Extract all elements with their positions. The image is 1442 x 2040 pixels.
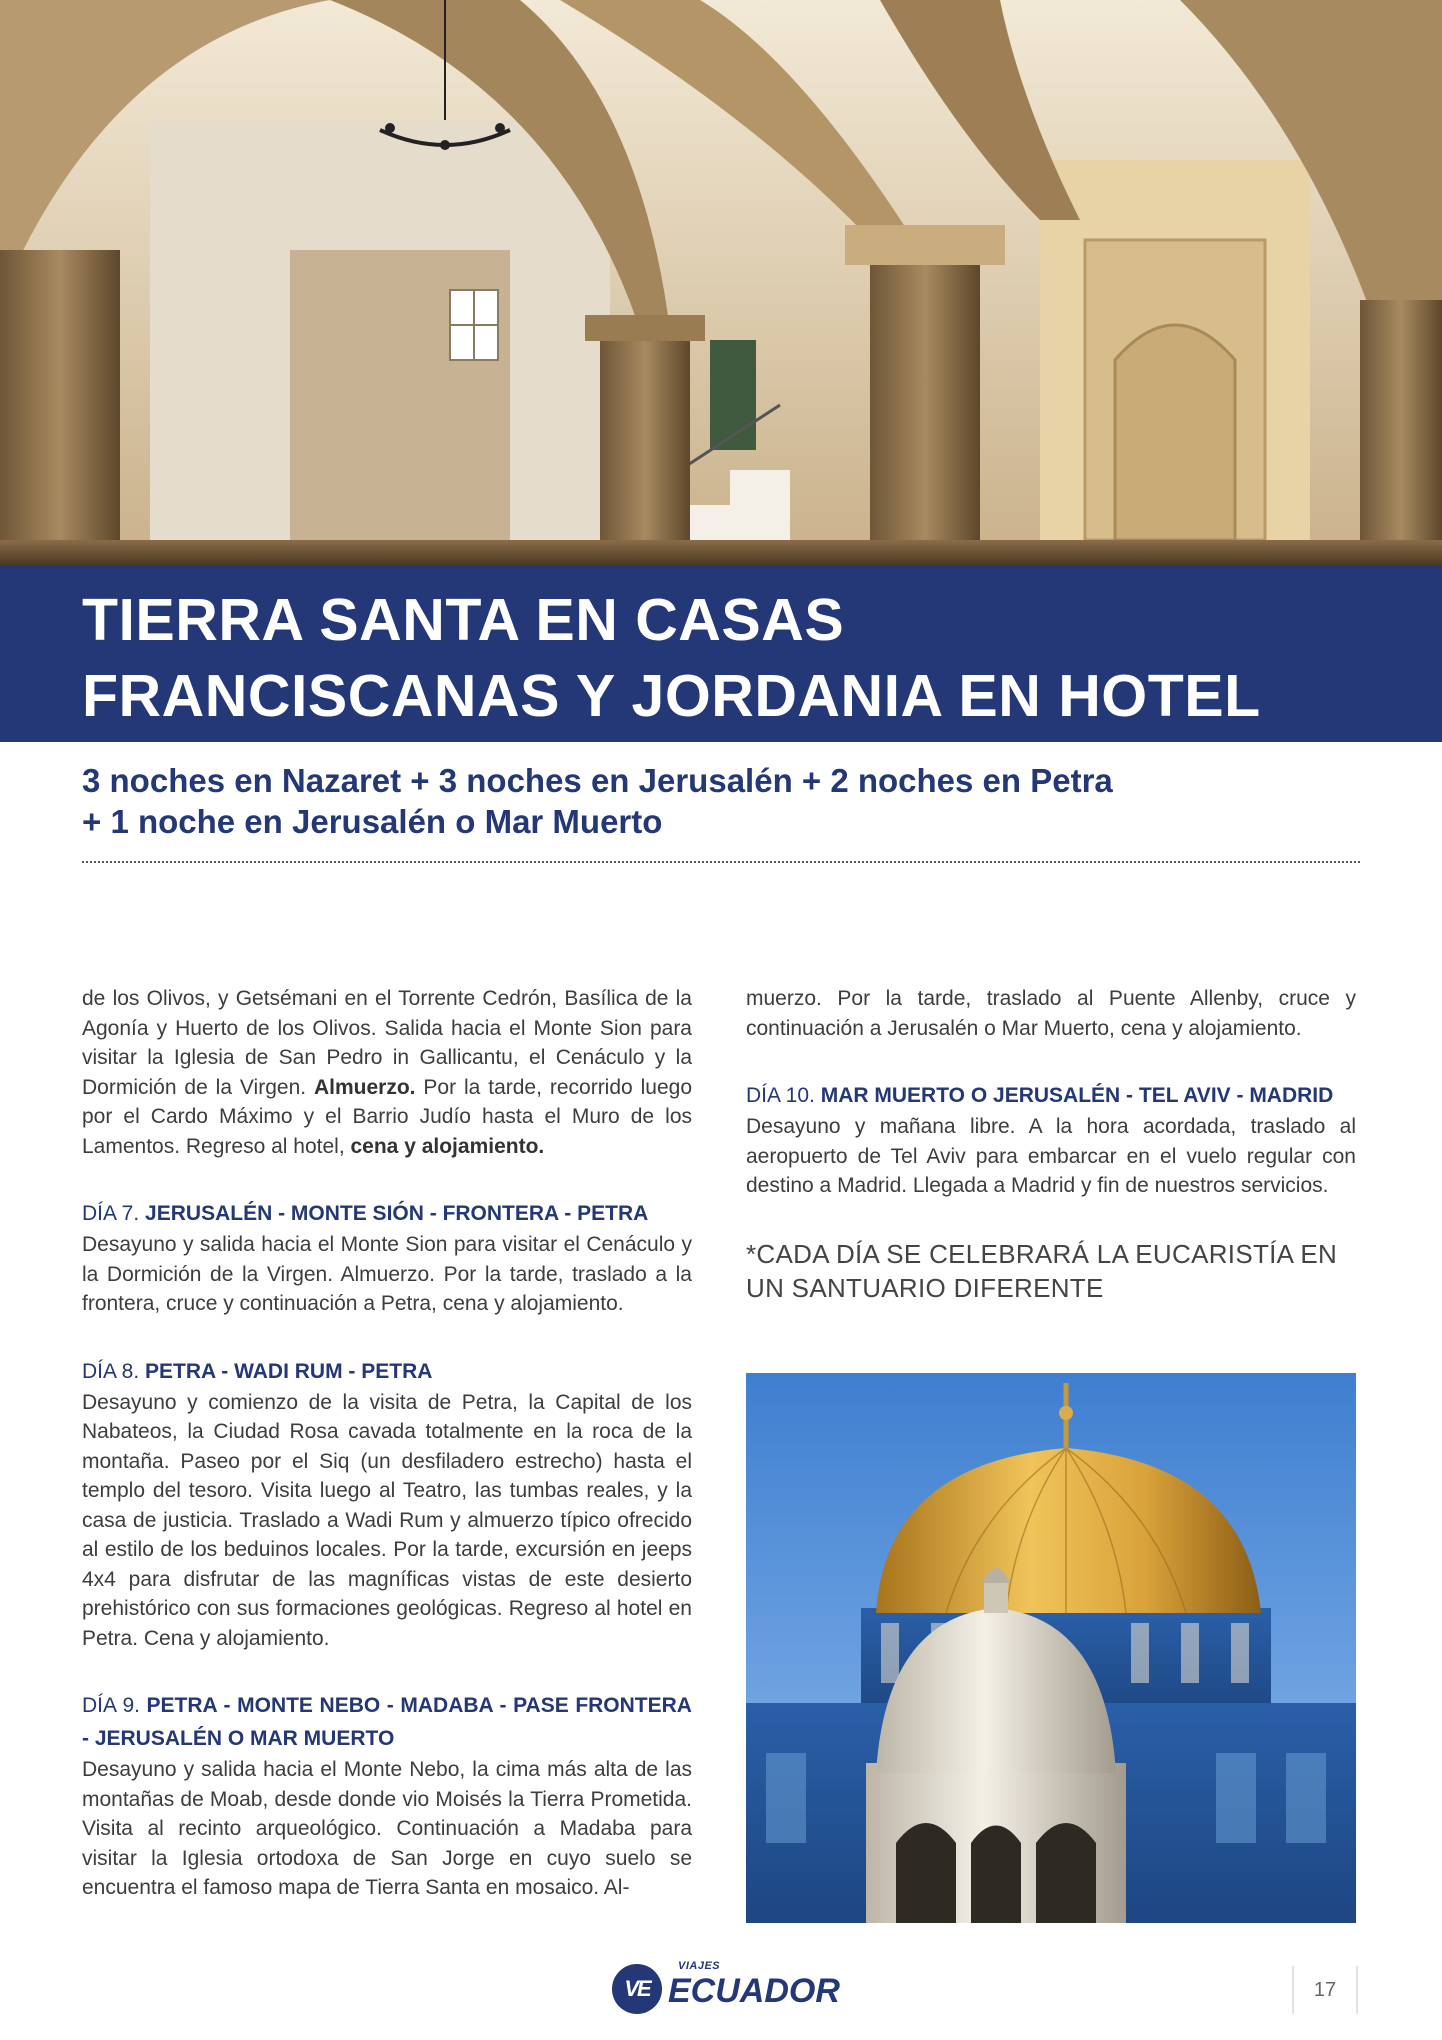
day-9-text: Desayuno y salida hacia el Monte Nebo, la cima más alta de las montañas de Moab, desde donde vio Moisés la Tierra Prometida. Visita al recinto arqueológico. Continuación a Madaba para visitar la Iglesia ortodoxa de San Jorge en cuyo suelo se encuentra el famoso mapa de Tierra Santa en mosaico. Al- xyxy=(82,1758,692,1899)
dotted-divider xyxy=(82,861,1360,863)
intro-paragraph xyxy=(82,984,692,1161)
logo-mark-icon: VE xyxy=(612,1964,662,2014)
page-title-line-1: TIERRA SANTA EN CASAS xyxy=(82,587,845,653)
dome-of-the-rock-illustration xyxy=(746,1373,1356,1923)
left-column xyxy=(82,984,692,1903)
day-9-continuation: muerzo. Por la tarde, traslado al Puente Allenby, cruce y continuación a Jerusalén o Mar Muerto, cena y alojamiento. xyxy=(746,987,1356,1040)
logo-wordmark: ECUADOR xyxy=(668,1972,840,2010)
viajes-ecuador-logo xyxy=(612,1960,842,2016)
day-7-text: Desayuno y salida hacia el Monte Sion para visitar el Cenáculo y la Dormición de la Virgen. Almuerzo. Por la tarde, traslado a la frontera, cruce y continuación a Petra, cena y alojamiento. xyxy=(82,1233,692,1315)
right-column xyxy=(746,984,1356,1305)
logo-small-text: VIAJES xyxy=(678,1960,721,1972)
day-9-heading xyxy=(82,1689,692,1755)
day-7-title: JERUSALÉN - MONTE SIÓN - FRONTERA - PETRA xyxy=(145,1202,649,1225)
day-10-number: DÍA 10. xyxy=(746,1084,815,1107)
intro-text-1: de los Olivos, y Getsémani en el Torrente Cedrón, Basílica de la Agonía y Huerto de los Olivos. Salida hacia el Monte Sion para visitar la Iglesia de San Pedro in Gallicantu, el Cenáculo y la Dormición de la Virgen. xyxy=(82,987,692,1099)
subtitle-line-1: 3 noches en Nazaret + 3 noches en Jerusalén + 2 noches en Petra xyxy=(82,762,1113,799)
page-title-line-2: FRANCISCANAS Y JORDANIA EN HOTEL xyxy=(82,663,1261,729)
eucharist-note: *CADA DÍA SE CELEBRARÁ LA EUCARISTÍA EN UN SANTUARIO DIFERENTE xyxy=(746,1238,1338,1303)
cenacle-interior-illustration xyxy=(0,0,1442,566)
title-band xyxy=(0,566,1442,742)
day-9-title: PETRA - MONTE NEBO - MADABA - PASE FRONTERA - JERUSALÉN O MAR MUERTO xyxy=(82,1694,692,1750)
dome-photo xyxy=(746,1373,1356,1923)
intro-bold-1: Almuerzo. xyxy=(314,1075,416,1099)
intro-text-2: Por la tarde, recorrido luego por el Cardo Máximo y el Barrio Judío hasta el Muro de los Lamentos. Regreso al hotel, xyxy=(82,1075,692,1158)
day-8-text: Desayuno y comienzo de la visita de Petra, la Capital de los Nabateos, la Ciudad Rosa cavada totalmente en la roca de la montaña. Paseo por el Siq (un desfiladero estrecho) hasta el templo del tesoro. Visita luego al Teatro, las tumbas reales, y la casa de justicia. Traslado a Wadi Rum y almuerzo típico ofrecido al estilo de los beduinos locales. Por la tarde, excursión en jeeps 4x4 para disfrutar de las magníficas vistas de este desierto prehistórico con sus formaciones geológicas. Regreso al hotel en Petra. Cena y alojamiento. xyxy=(82,1390,692,1650)
day-7-heading xyxy=(82,1197,692,1230)
day-10-title: MAR MUERTO O JERUSALÉN - TEL AVIV - MADRID xyxy=(820,1084,1334,1107)
hero-photo xyxy=(0,0,1442,566)
day-8-title: PETRA - WADI RUM - PETRA xyxy=(145,1359,433,1383)
day-8-number: DÍA 8. xyxy=(82,1359,140,1383)
subtitle-line-2: + 1 noche en Jerusalén o Mar Muerto xyxy=(82,803,663,840)
day-7-number: DÍA 7. xyxy=(82,1202,140,1225)
intro-bold-2: cena y alojamiento. xyxy=(350,1134,545,1158)
day-10-heading xyxy=(746,1079,1356,1112)
day-10-text: Desayuno y mañana libre. A la hora acordada, traslado al aeropuerto de Tel Aviv para embarcar en el vuelo regular con destino a Madrid. Llegada a Madrid y fin de nuestros servicios. xyxy=(746,1115,1356,1197)
day-8-heading xyxy=(82,1355,692,1388)
day-9-number: DÍA 9. xyxy=(82,1694,140,1717)
page-number: 17 xyxy=(1292,1966,1358,2014)
subtitle xyxy=(82,760,1362,842)
